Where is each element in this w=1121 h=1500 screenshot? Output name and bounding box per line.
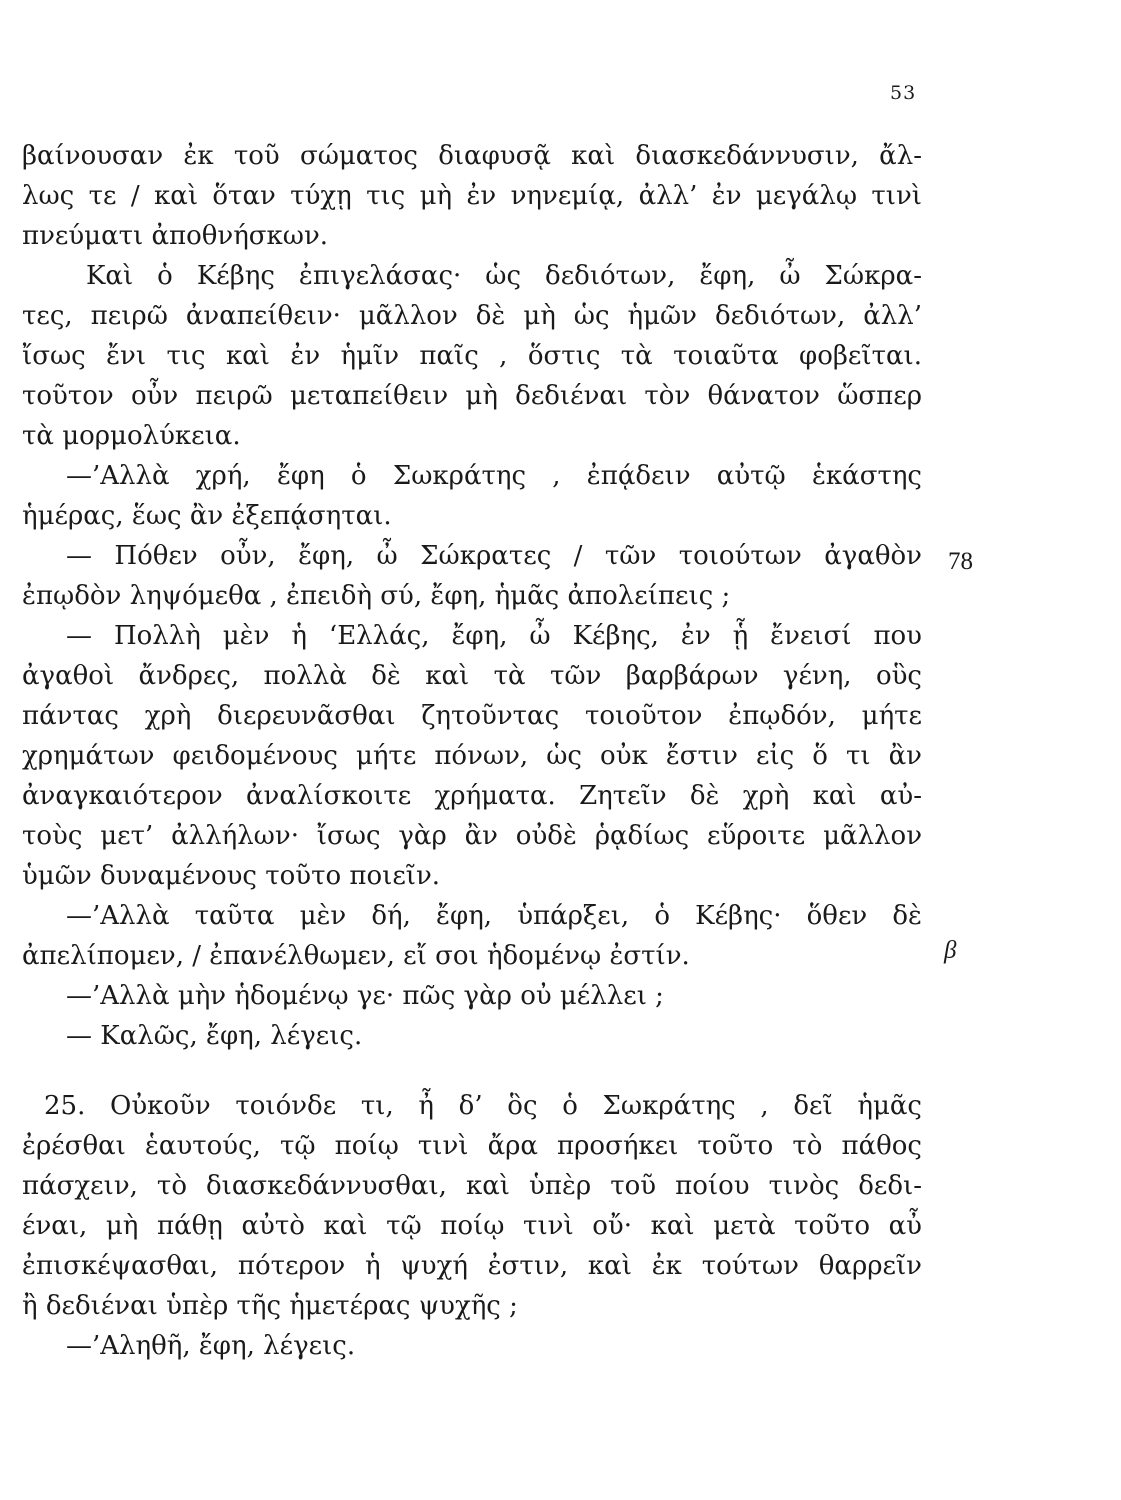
- text-line: έναι, μὴ πάθῃ αὐτὸ καὶ τῷ ποίῳ τινὶ οὔ· καὶ μετὰ τοῦτο αὖ: [22, 1211, 922, 1241]
- text-line: πάσχειν, τὸ διασκεδάννυσθαι, καὶ ὑπὲρ τοῦ ποίου τινὸς δεδι-: [22, 1171, 922, 1201]
- text-line: ἴσως ἔνι τις καὶ ἐν ἡμῖν παῖς , ὅστις τὰ τοιαῦτα φοβεῖται.: [22, 341, 922, 371]
- text-line: τες, πειρῶ ἀναπείθειν· μᾶλλον δὲ μὴ ὡς ἡμῶν δεδιότων, ἀλλ’: [22, 301, 922, 331]
- text-line: χρημάτων φειδομένους μήτε πόνων, ὡς οὐκ ἔστιν εἰς ὅ τι ἂν: [22, 741, 922, 771]
- text-line: ἀγαθοὶ ἄνδρες, πολλὰ δὲ καὶ τὰ τῶν βαρβάρων γένη, οὓς: [22, 661, 922, 691]
- text-line: ἡμέρας, ἕως ἂν ἐξεπᾴσηται.: [22, 501, 392, 531]
- text-line: ἢ δεδιέναι ὑπὲρ τῆς ἡμετέρας ψυχῆς ;: [22, 1291, 518, 1321]
- text-line: ἐπισκέψασθαι, πότερον ἡ ψυχή ἐστιν, καὶ ἐκ τούτων θαρρεῖν: [22, 1251, 922, 1281]
- page-number: 53: [890, 82, 917, 104]
- text-line: ἀναγκαιότερον ἀναλίσκοιτε χρήματα. Ζητεῖν δὲ χρὴ καὶ αὐ-: [22, 781, 922, 811]
- text-line: — Καλῶς, ἔφη, λέγεις.: [66, 1021, 363, 1051]
- text-line: ὑμῶν δυναμένους τοῦτο ποιεῖν.: [22, 861, 441, 891]
- text-line: ἐπῳδὸν ληψόμεθα , ἐπειδὴ σύ, ἔφη, ἡμᾶς ἀπολείπεις ;: [22, 581, 731, 611]
- text-line: ἀπελίπομεν, / ἐπανέλθωμεν, εἴ σοι ἡδομένῳ ἐστίν.: [22, 941, 690, 971]
- text-line: πάντας χρὴ διερευνᾶσθαι ζητοῦντας τοιοῦτον ἐπῳδόν, μήτε: [22, 701, 922, 731]
- text-line: — Πολλὴ μὲν ἡ ‘Ελλάς, ἔφη, ὦ Κέβης, ἐν ᾗ ἔνεισί που: [66, 621, 922, 651]
- text-line: τοὺς μετ’ ἀλλήλων· ἴσως γὰρ ἂν οὐδὲ ῥᾳδίως εὕροιτε μᾶλλον: [22, 821, 922, 851]
- text-line: —’Αλλὰ ταῦτα μὲν δή, ἔφη, ὑπάρξει, ὁ Κέβης· ὅθεν δὲ: [66, 901, 922, 931]
- text-line: πνεύματι ἀποθνήσκων.: [22, 221, 329, 251]
- stephanus-page-marker: 78: [948, 548, 973, 575]
- text-line: λως τε / καὶ ὅταν τύχῃ τις μὴ ἐν νηνεμίᾳ, ἀλλ’ ἐν μεγάλῳ τινὶ: [22, 181, 922, 211]
- text-line: —’Αλλὰ χρή, ἔφη ὁ Σωκράτης , ἐπᾴδειν αὐτῷ ἑκάστης: [66, 461, 922, 491]
- text-line: ἐρέσθαι ἑαυτούς, τῷ ποίῳ τινὶ ἄρα προσήκει τοῦτο τὸ πάθος: [22, 1131, 922, 1161]
- text-line: 25. Οὐκοῦν τοιόνδε τι, ἦ δ’ ὃς ὁ Σωκράτης , δεῖ ἡμᾶς: [44, 1091, 922, 1121]
- text-line: τὰ μορμολύκεια.: [22, 421, 241, 451]
- greek-text-body: [22, 136, 922, 1366]
- text-line: —’Αληθῆ, ἔφη, λέγεις.: [66, 1331, 356, 1361]
- text-line: τοῦτον οὖν πειρῶ μεταπείθειν μὴ δεδιέναι τὸν θάνατον ὥσπερ: [22, 381, 922, 411]
- text-line: — Πόθεν οὖν, ἔφη, ὦ Σώκρατες / τῶν τοιούτων ἀγαθὸν: [66, 541, 922, 571]
- text-line: βαίνουσαν ἐκ τοῦ σώματος διαφυσᾷ καὶ διασκεδάννυσιν, ἄλ-: [22, 141, 922, 171]
- stephanus-section-marker: β: [944, 937, 957, 964]
- text-line: —’Αλλὰ μὴν ἡδομένῳ γε· πῶς γὰρ οὐ μέλλει ;: [66, 981, 664, 1011]
- text-line: Καὶ ὁ Κέβης ἐπιγελάσας· ὡς δεδιότων, ἔφη, ὦ Σώκρα-: [86, 261, 922, 291]
